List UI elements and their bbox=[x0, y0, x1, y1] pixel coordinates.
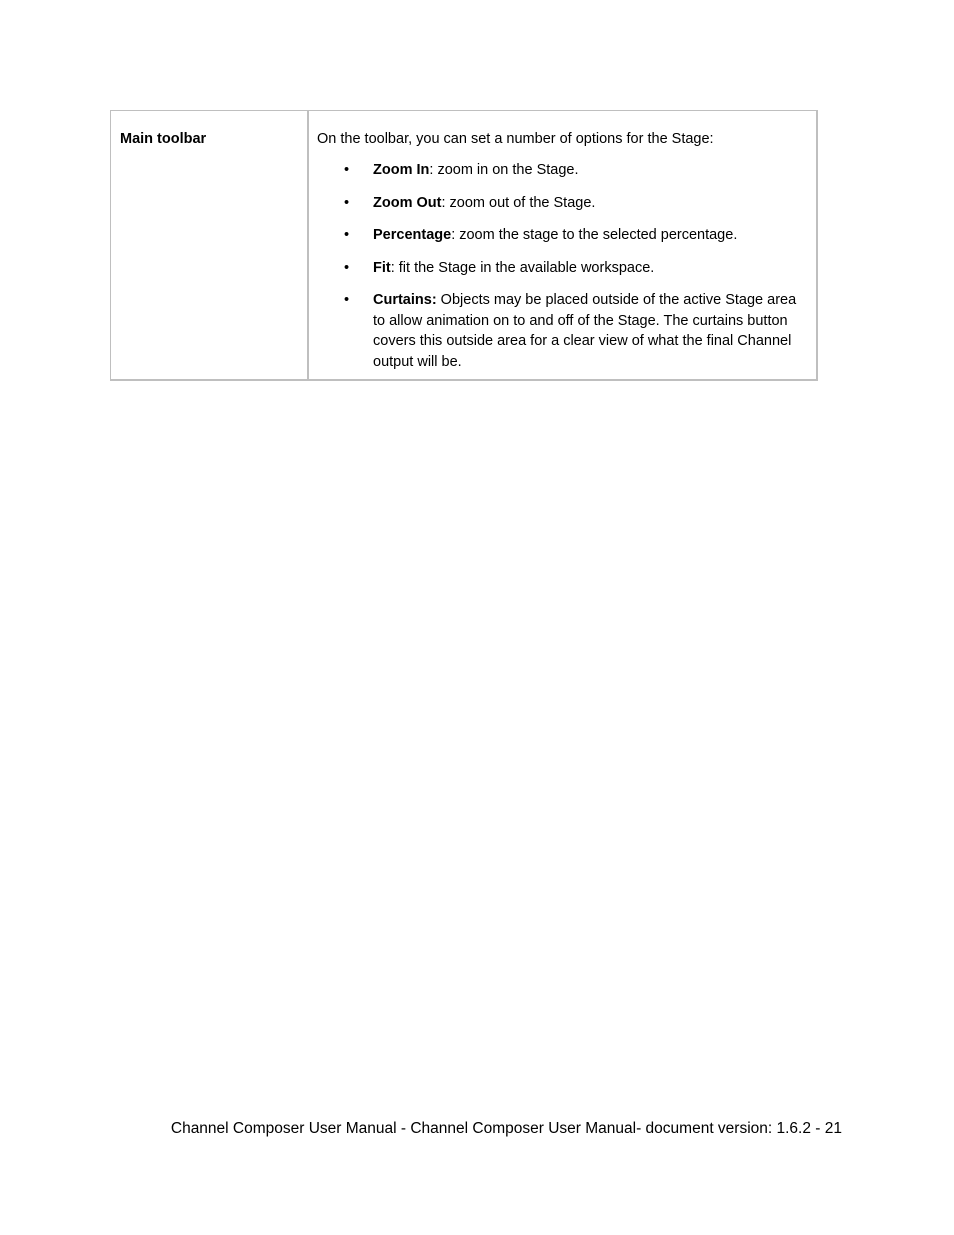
term-label: Main toolbar bbox=[120, 131, 207, 147]
options-list bbox=[317, 160, 808, 372]
option-text: : zoom out of the Stage. bbox=[441, 194, 596, 211]
list-item-curtains bbox=[317, 290, 808, 372]
list-item-zoom-in bbox=[317, 160, 808, 181]
option-label: Zoom In bbox=[373, 162, 430, 178]
description-intro: On the toolbar, you can set a number of options for the Stage: bbox=[317, 131, 714, 147]
option-label: Fit bbox=[373, 259, 391, 276]
definition-table bbox=[110, 110, 818, 381]
bullet-icon: • bbox=[344, 292, 350, 308]
option-label: Percentage bbox=[373, 227, 452, 243]
list-item-percentage bbox=[317, 225, 808, 246]
option-text: : fit the Stage in the available workspace. bbox=[390, 259, 655, 276]
option-label: Zoom Out bbox=[373, 194, 442, 211]
option-text: Objects may be placed outside of the active Stage area to allow animation on to and off of the Stage. The curtains button covers this outside area for a clear view of what the final Channel output will be. bbox=[373, 292, 797, 370]
list-item-fit bbox=[317, 258, 808, 279]
bullet-icon: • bbox=[344, 227, 350, 243]
description-cell bbox=[309, 111, 816, 379]
option-text: : zoom in on the Stage. bbox=[429, 162, 579, 178]
option-text: : zoom the stage to the selected percentage. bbox=[451, 227, 738, 243]
page-footer: Channel Composer User Manual - Channel Composer User Manual- document version: 1.6.2 - 21 bbox=[170, 1120, 842, 1137]
bullet-icon: • bbox=[344, 259, 350, 276]
list-item-zoom-out bbox=[317, 193, 808, 214]
bullet-icon: • bbox=[344, 162, 350, 178]
term-cell bbox=[111, 111, 309, 379]
option-label: Curtains: bbox=[373, 292, 437, 308]
bullet-icon: • bbox=[344, 194, 350, 211]
